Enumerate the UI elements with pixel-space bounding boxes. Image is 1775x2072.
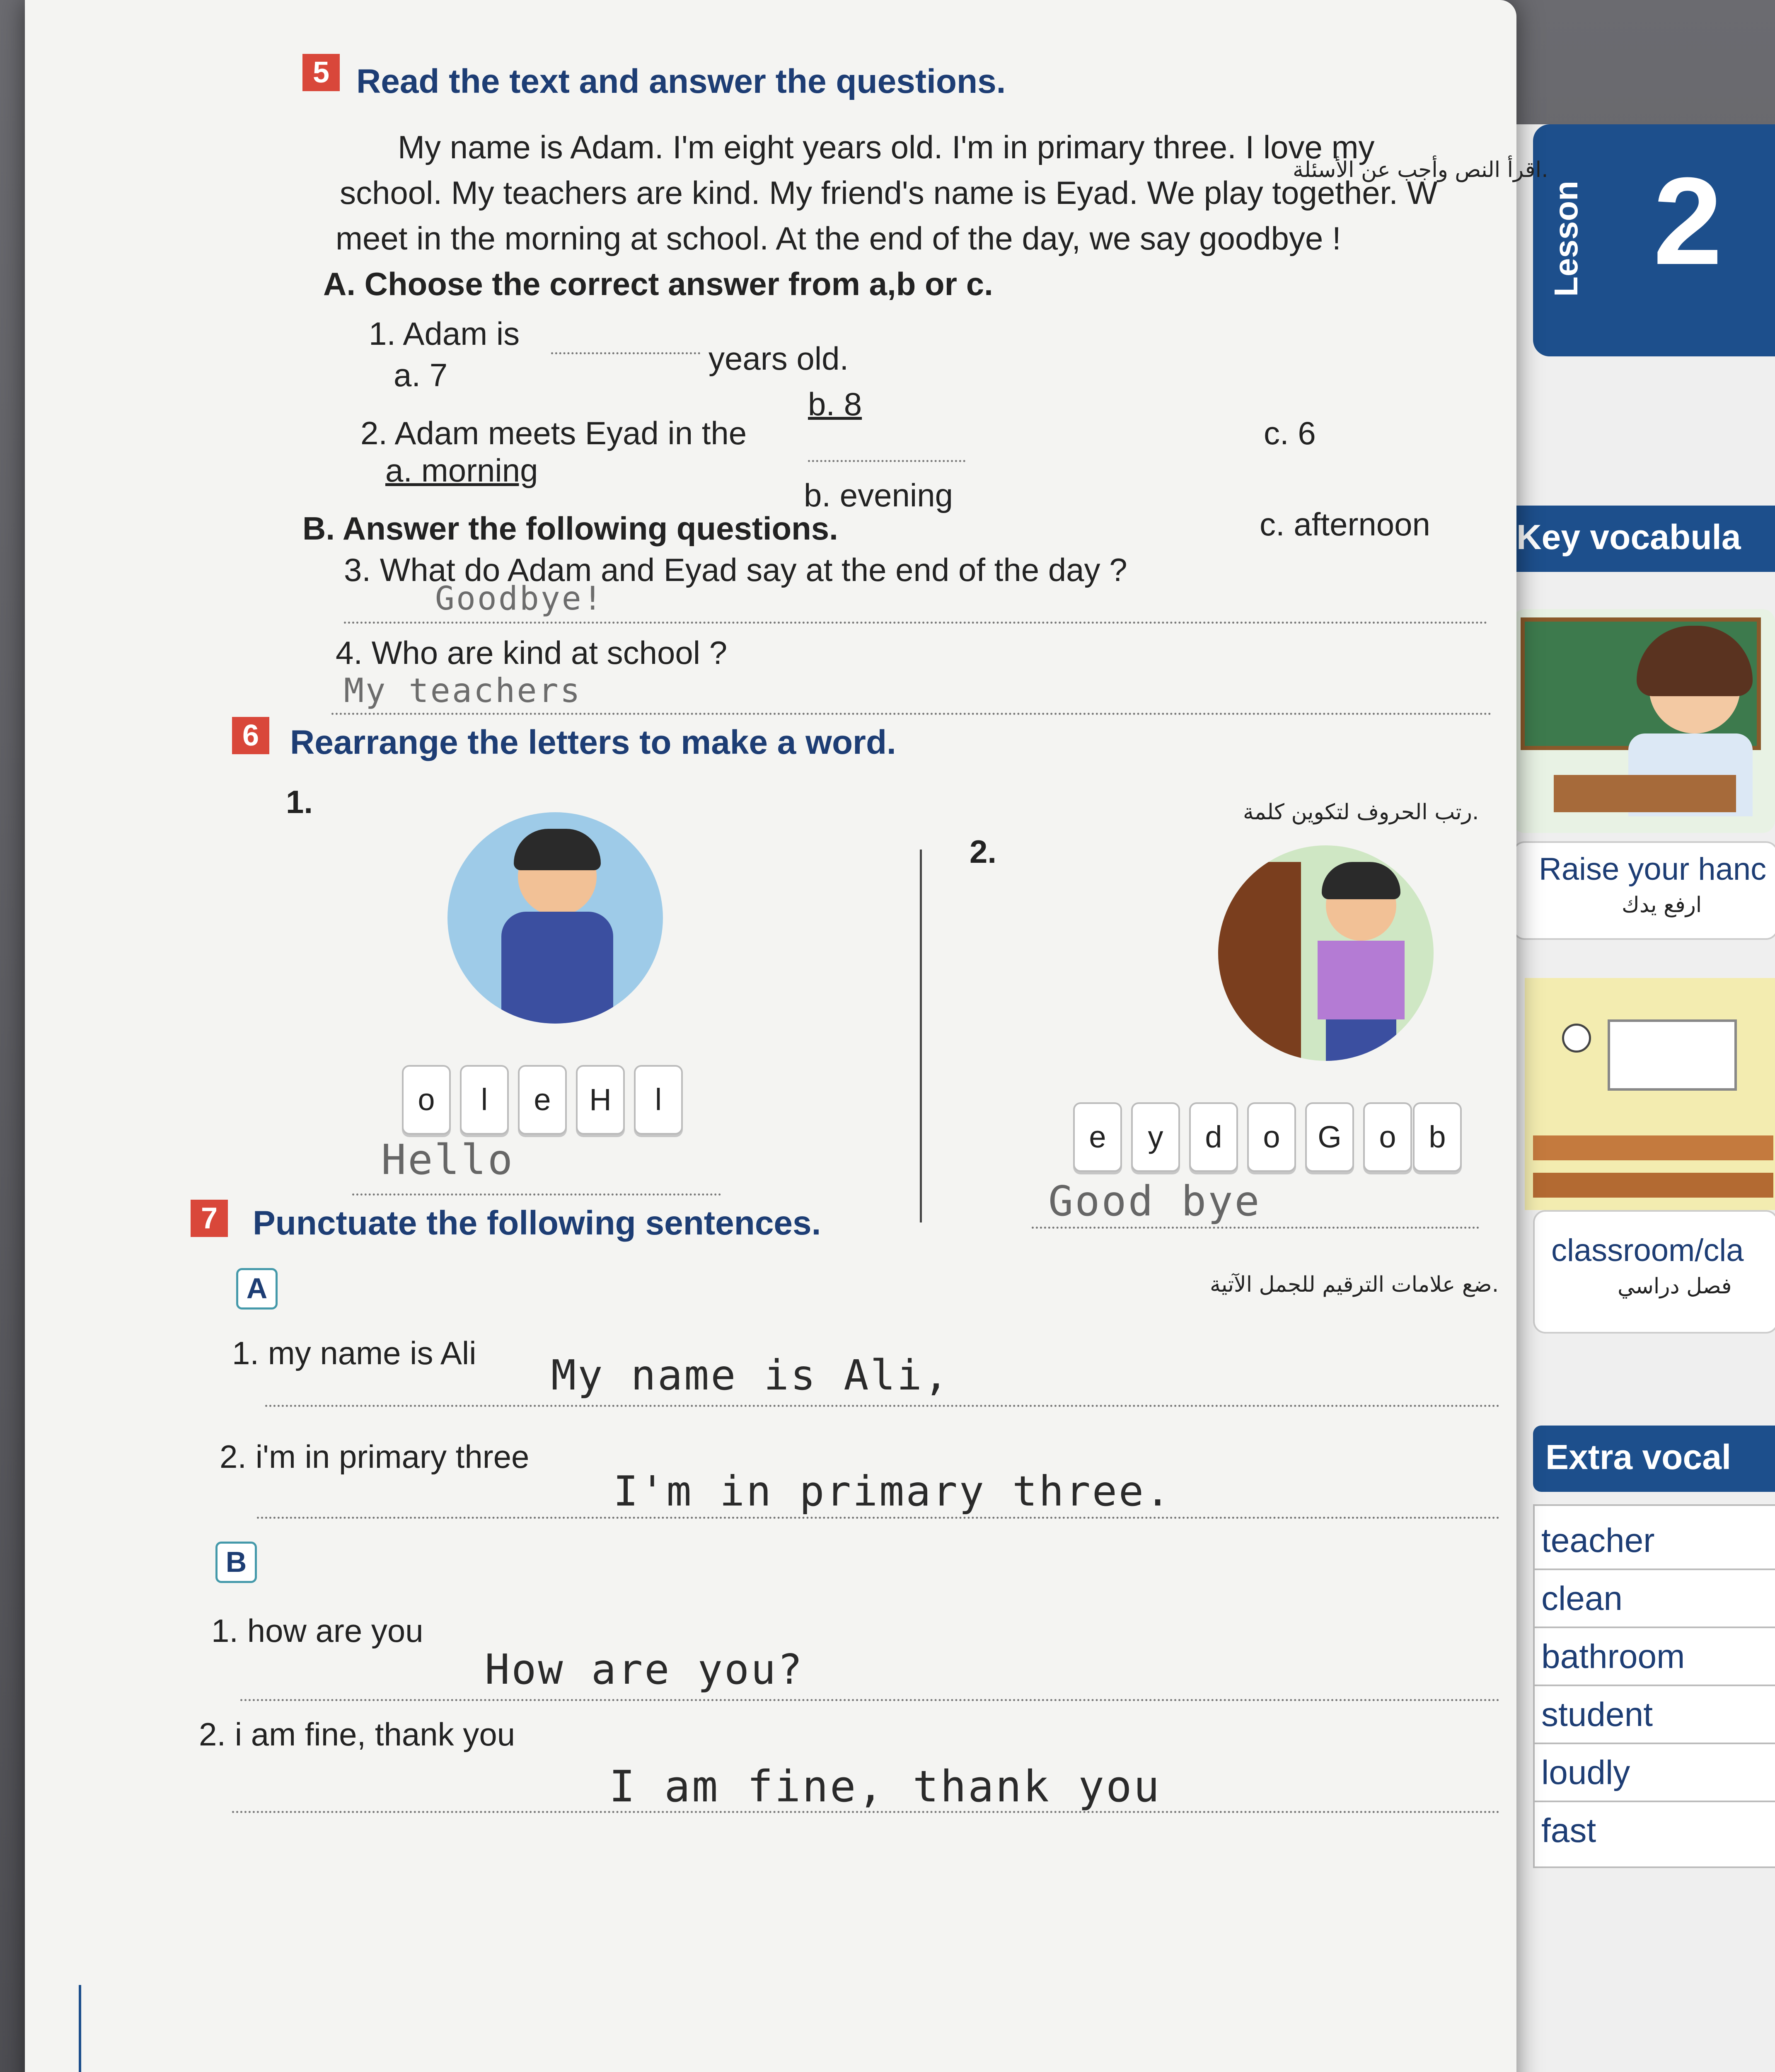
question-4-line bbox=[331, 713, 1492, 715]
punctuate-b1: 1. how are you bbox=[211, 1612, 423, 1649]
classroom-label: classroom/cla bbox=[1551, 1233, 1744, 1268]
punctuate-b1-answer: How are you? bbox=[485, 1645, 804, 1694]
letter-tile: e bbox=[1073, 1102, 1122, 1172]
punctuate-b2-line bbox=[232, 1811, 1500, 1813]
extra-vocab-item: teacher bbox=[1533, 1513, 1775, 1570]
extra-vocab-item: loudly bbox=[1533, 1745, 1775, 1802]
section-7-title: Punctuate the following sentences. bbox=[253, 1204, 821, 1242]
lesson-label: Lesson bbox=[1548, 180, 1585, 297]
group-a-label: A bbox=[236, 1268, 278, 1310]
question-2: 2. Adam meets Eyad in the bbox=[360, 415, 747, 451]
letter-tile: o bbox=[1363, 1102, 1412, 1172]
question-1-after: years old. bbox=[709, 340, 849, 377]
key-vocab-title: Key vocabula bbox=[1516, 518, 1741, 557]
section-5-arabic: اقرأ النص وأجب عن الأسئلة. bbox=[1293, 157, 1548, 182]
item-1-label: 1. bbox=[286, 784, 313, 820]
classroom-arabic: فصل دراسي bbox=[1618, 1274, 1732, 1299]
question-3-answer: Goodbye! bbox=[435, 580, 604, 617]
punctuate-a1-answer: My name is Ali, bbox=[551, 1351, 950, 1399]
punctuate-a2: 2. i'm in primary three bbox=[220, 1438, 530, 1475]
q1-option-b: b. 8 bbox=[808, 386, 862, 422]
letter-tile: y bbox=[1131, 1102, 1180, 1172]
raise-hand-label: Raise your hanc bbox=[1539, 852, 1767, 887]
question-4: 4. Who are kind at school ? bbox=[336, 634, 728, 671]
extra-vocab-item: student bbox=[1533, 1687, 1775, 1744]
item-2-label: 2. bbox=[970, 833, 997, 870]
extra-vocab-item: fast bbox=[1541, 1812, 1596, 1849]
extra-vocab-item: bathroom bbox=[1533, 1629, 1775, 1686]
key-vocab-banner bbox=[1500, 506, 1775, 572]
section-7-number: 7 bbox=[191, 1200, 228, 1237]
question-3-line bbox=[344, 622, 1487, 624]
letter-tile: H bbox=[576, 1065, 625, 1135]
boy-at-door-image bbox=[1218, 845, 1434, 1061]
lesson-tab bbox=[1533, 124, 1775, 356]
section-5-number: 5 bbox=[302, 54, 340, 91]
q2-option-c: c. afternoon bbox=[1260, 506, 1430, 542]
classroom-image bbox=[1525, 978, 1775, 1210]
q1-option-a: a. 7 bbox=[394, 357, 448, 393]
question-1: 1. Adam is bbox=[369, 315, 520, 352]
classroom-card bbox=[1533, 1210, 1775, 1334]
question-1-blank bbox=[551, 352, 700, 354]
extra-vocab-item: clean bbox=[1533, 1571, 1775, 1628]
footer-frame bbox=[79, 1985, 330, 2072]
raise-hand-arabic: ارفع يدك bbox=[1622, 893, 1702, 917]
section-5-title: Read the text and answer the questions. bbox=[356, 63, 1006, 100]
raise-hand-card bbox=[1512, 841, 1775, 940]
q1-option-c: c. 6 bbox=[1264, 415, 1316, 451]
punctuate-b2-answer: I am fine, thank you bbox=[609, 1761, 1161, 1812]
passage-line-3: meet in the morning at school. At the end of the day, we say goodbye ! bbox=[336, 220, 1341, 257]
section-6-arabic: رتب الحروف لتكوين كلمة. bbox=[1243, 800, 1479, 825]
boy-waving-image bbox=[447, 812, 663, 1024]
punctuate-b2: 2. i am fine, thank you bbox=[199, 1716, 515, 1752]
punctuate-b1-line bbox=[240, 1699, 1500, 1701]
q2-option-a: a. morning bbox=[385, 452, 538, 489]
question-3: 3. What do Adam and Eyad say at the end of the day ? bbox=[344, 552, 1127, 588]
letter-tile: o bbox=[402, 1065, 451, 1135]
punctuate-a1: 1. my name is Ali bbox=[232, 1335, 476, 1371]
letter-tile: d bbox=[1189, 1102, 1238, 1172]
section-6-number: 6 bbox=[232, 717, 269, 754]
question-2-blank bbox=[808, 460, 965, 462]
letter-tile: e bbox=[518, 1065, 567, 1135]
item-2-line bbox=[1032, 1227, 1479, 1229]
letter-tile: o bbox=[1247, 1102, 1296, 1172]
letter-tile: l bbox=[460, 1065, 509, 1135]
part-a-heading: A. Choose the correct answer from a,b or c. bbox=[323, 266, 993, 302]
q2-option-b: b. evening bbox=[804, 477, 953, 513]
punctuate-a2-line bbox=[257, 1517, 1500, 1519]
item-1-answer: Hello bbox=[381, 1135, 515, 1184]
item-2-answer: Good bye bbox=[1048, 1177, 1261, 1225]
lesson-number: 2 bbox=[1653, 151, 1722, 290]
letter-tile: b bbox=[1413, 1102, 1462, 1172]
item-1-line bbox=[352, 1193, 721, 1196]
section-6-title: Rearrange the letters to make a word. bbox=[290, 724, 896, 761]
question-4-answer: My teachers bbox=[344, 671, 582, 710]
divider-line bbox=[920, 850, 922, 1222]
raise-hand-image bbox=[1512, 609, 1775, 833]
passage-line-2: school. My teachers are kind. My friend's name is Eyad. We play together. W bbox=[340, 174, 1438, 211]
letter-tile: l bbox=[634, 1065, 683, 1135]
group-b-label: B bbox=[215, 1542, 257, 1583]
part-b-heading: B. Answer the following questions. bbox=[302, 510, 838, 547]
passage-line-1: My name is Adam. I'm eight years old. I'm in primary three. I love my bbox=[398, 129, 1375, 165]
letter-tile: G bbox=[1305, 1102, 1354, 1172]
extra-vocab-title: Extra vocal bbox=[1545, 1438, 1731, 1477]
punctuate-a1-line bbox=[265, 1405, 1500, 1407]
punctuate-a2-answer: I'm in primary three. bbox=[613, 1467, 1172, 1515]
extra-vocab-banner bbox=[1533, 1426, 1775, 1492]
section-7-arabic: ضع علامات الترقيم للجمل الآتية. bbox=[1210, 1272, 1499, 1297]
